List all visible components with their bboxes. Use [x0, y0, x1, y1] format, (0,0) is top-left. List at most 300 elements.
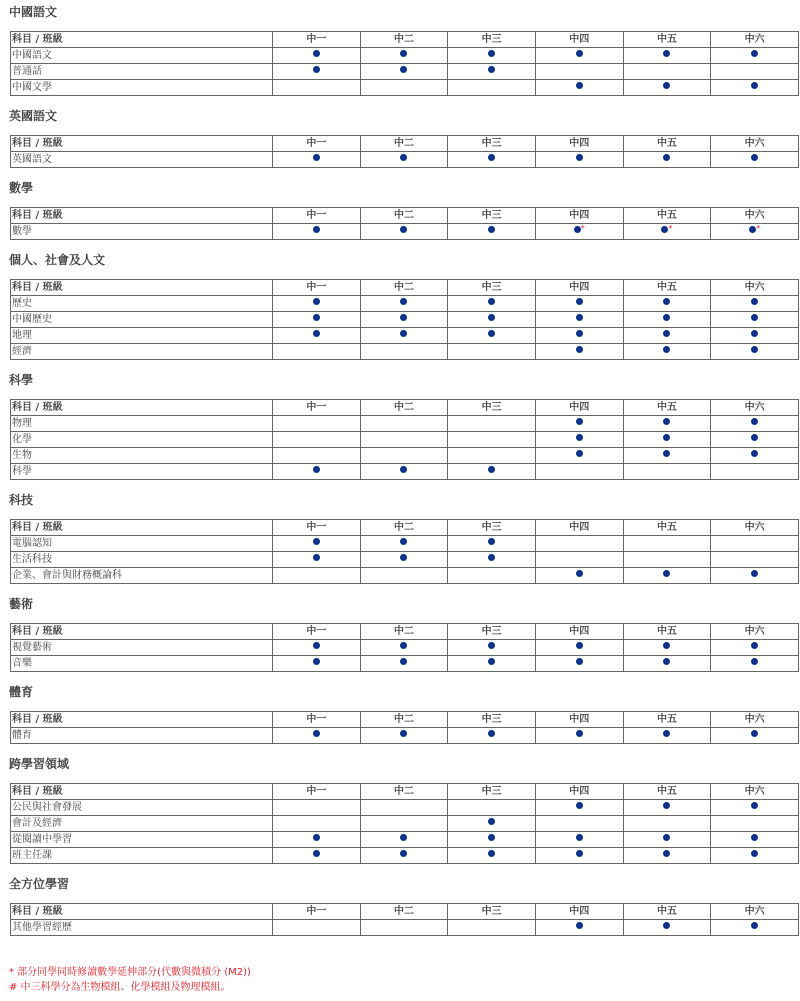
offering-cell: [623, 656, 711, 672]
form-header: 中五: [623, 32, 711, 48]
offering-cell: [360, 344, 448, 360]
offered-dot-icon: [576, 418, 583, 425]
form-header: 中三: [448, 904, 536, 920]
subject-form-header: 科目 / 班級: [11, 520, 273, 536]
offered-dot-icon: [574, 226, 581, 233]
offering-cell: [360, 656, 448, 672]
form-header: 中三: [448, 32, 536, 48]
offered-dot-icon: [663, 330, 670, 337]
form-header: 中一: [273, 624, 361, 640]
offering-cell: [711, 448, 799, 464]
offering-cell: [273, 64, 361, 80]
offering-cell: [273, 432, 361, 448]
subject-form-header: 科目 / 班級: [11, 400, 273, 416]
form-header: 中一: [273, 136, 361, 152]
offering-cell: [273, 568, 361, 584]
offered-dot-icon: [400, 298, 407, 305]
subject-name: 歷史: [11, 296, 273, 312]
form-header: 中四: [535, 712, 623, 728]
form-header: 中五: [623, 280, 711, 296]
offering-cell: [273, 416, 361, 432]
offering-cell: [360, 448, 448, 464]
offering-cell: [360, 568, 448, 584]
offered-dot-icon: [313, 658, 320, 665]
form-header: 中二: [360, 32, 448, 48]
section-title: 跨學習領域: [9, 757, 70, 771]
offering-cell: [711, 152, 799, 168]
footnote-m2: * 部分同學同時修讀數學延伸部分(代數與微積分 (M2)): [9, 967, 251, 978]
form-header: 中一: [273, 784, 361, 800]
offered-dot-icon: [400, 466, 407, 473]
offering-cell: [535, 48, 623, 64]
offered-dot-icon: [576, 50, 583, 57]
offered-dot-icon: [751, 418, 758, 425]
offering-cell: [535, 344, 623, 360]
table-row: [11, 152, 799, 168]
subject-name: 生物: [11, 448, 273, 464]
form-header: 中三: [448, 520, 536, 536]
offering-cell: [623, 464, 711, 480]
offering-cell: [535, 296, 623, 312]
offered-dot-icon: [576, 658, 583, 665]
subject-name: 從閱讀中學習: [11, 832, 273, 848]
subject-name: 生活科技: [11, 552, 273, 568]
offering-cell: [623, 80, 711, 96]
section-title: 體育: [9, 685, 34, 699]
offering-cell: [535, 80, 623, 96]
offering-cell: [448, 48, 536, 64]
offered-dot-icon: [400, 314, 407, 321]
form-header: 中一: [273, 32, 361, 48]
offering-cell: [448, 448, 536, 464]
subject-name: 地理: [11, 328, 273, 344]
offered-dot-icon: [576, 834, 583, 841]
table-header-row: [11, 400, 799, 416]
offered-dot-icon: [313, 466, 320, 473]
offering-cell: [711, 536, 799, 552]
table-row: [11, 312, 799, 328]
offering-cell: [360, 296, 448, 312]
footnote-science: # 中三科學分為生物模組、化學模組及物理模組。: [9, 982, 231, 993]
offering-cell: [448, 464, 536, 480]
offering-cell: [273, 344, 361, 360]
subject-table: [10, 783, 799, 864]
offering-cell: [711, 328, 799, 344]
section-title: 個人、社會及人文: [9, 253, 106, 267]
form-header: 中二: [360, 784, 448, 800]
form-header: 中四: [535, 624, 623, 640]
offered-dot-icon: [663, 298, 670, 305]
offered-dot-icon: [313, 834, 320, 841]
offered-dot-icon: [313, 850, 320, 857]
offered-dot-icon: [400, 66, 407, 73]
footnotes: [9, 965, 251, 995]
form-header: 中五: [623, 784, 711, 800]
offered-dot-icon: [663, 314, 670, 321]
offering-cell: [711, 568, 799, 584]
form-header: 中四: [535, 136, 623, 152]
offered-dot-icon: [313, 226, 320, 233]
table-row: [11, 416, 799, 432]
form-header: 中一: [273, 904, 361, 920]
offered-dot-icon: [400, 154, 407, 161]
offering-cell: [535, 152, 623, 168]
offering-cell: [711, 848, 799, 864]
subject-name: 電腦認知: [11, 536, 273, 552]
offered-dot-icon: [576, 642, 583, 649]
offered-dot-icon: [751, 50, 758, 57]
offered-dot-icon: [751, 314, 758, 321]
offering-cell: [360, 848, 448, 864]
table-header-row: [11, 520, 799, 536]
subject-table: [10, 623, 799, 672]
offered-dot-icon: [576, 922, 583, 929]
offering-cell: [711, 832, 799, 848]
offered-dot-icon: [576, 82, 583, 89]
subject-name: 其他學習經歷: [11, 920, 273, 936]
form-header: 中五: [623, 400, 711, 416]
offering-cell: [711, 312, 799, 328]
form-header: 中六: [711, 904, 799, 920]
offering-cell: [273, 552, 361, 568]
offering-cell: [273, 848, 361, 864]
subject-name: 班主任課: [11, 848, 273, 864]
form-header: 中四: [535, 208, 623, 224]
offering-cell: [623, 224, 711, 240]
subject-name: 物理: [11, 416, 273, 432]
offering-cell: [273, 464, 361, 480]
offering-cell: [273, 152, 361, 168]
subject-form-header: 科目 / 班級: [11, 712, 273, 728]
form-header: 中六: [711, 32, 799, 48]
form-header: 中三: [448, 400, 536, 416]
table-row: [11, 464, 799, 480]
offered-dot-icon: [488, 330, 495, 337]
offered-dot-icon: [488, 818, 495, 825]
table-row: [11, 448, 799, 464]
offering-cell: [448, 568, 536, 584]
offering-cell: [623, 728, 711, 744]
offering-cell: [360, 552, 448, 568]
subject-name: 音樂: [11, 656, 273, 672]
offered-dot-icon: [313, 50, 320, 57]
offered-dot-icon: [751, 298, 758, 305]
offered-dot-icon: [663, 642, 670, 649]
form-header: 中二: [360, 624, 448, 640]
form-header: 中六: [711, 624, 799, 640]
offered-dot-icon: [400, 730, 407, 737]
offered-dot-icon: [313, 538, 320, 545]
form-header: 中三: [448, 136, 536, 152]
offered-dot-icon: [751, 730, 758, 737]
offered-dot-icon: [663, 834, 670, 841]
offering-cell: [273, 816, 361, 832]
offering-cell: [623, 416, 711, 432]
table-row: [11, 920, 799, 936]
offered-dot-icon: [488, 466, 495, 473]
offering-cell: [711, 656, 799, 672]
form-header: 中四: [535, 520, 623, 536]
form-header: 中五: [623, 208, 711, 224]
table-header-row: [11, 784, 799, 800]
form-header: 中六: [711, 520, 799, 536]
offering-cell: [535, 832, 623, 848]
footnote-star-icon: *: [668, 223, 673, 233]
offered-dot-icon: [663, 570, 670, 577]
offering-cell: [535, 816, 623, 832]
offered-dot-icon: [313, 66, 320, 73]
offering-cell: [535, 920, 623, 936]
form-header: 中六: [711, 400, 799, 416]
offering-cell: [711, 64, 799, 80]
offering-cell: [273, 640, 361, 656]
offering-cell: [711, 920, 799, 936]
offering-cell: [535, 568, 623, 584]
offering-cell: [448, 328, 536, 344]
subject-form-header: 科目 / 班級: [11, 904, 273, 920]
offered-dot-icon: [751, 570, 758, 577]
offering-cell: [535, 448, 623, 464]
offered-dot-icon: [313, 298, 320, 305]
offered-dot-icon: [663, 434, 670, 441]
offering-cell: [535, 800, 623, 816]
offering-cell: [711, 80, 799, 96]
offering-cell: [711, 296, 799, 312]
offering-cell: [535, 328, 623, 344]
section-title: 全方位學習: [9, 877, 70, 891]
offered-dot-icon: [400, 658, 407, 665]
form-header: 中一: [273, 400, 361, 416]
form-header: 中五: [623, 904, 711, 920]
offered-dot-icon: [751, 850, 758, 857]
offering-cell: [360, 312, 448, 328]
offering-cell: [535, 464, 623, 480]
form-header: 中五: [623, 520, 711, 536]
offering-cell: [711, 552, 799, 568]
offered-dot-icon: [663, 850, 670, 857]
subject-name: 中國語文: [11, 48, 273, 64]
table-header-row: [11, 904, 799, 920]
offering-cell: [623, 48, 711, 64]
offering-cell: [360, 640, 448, 656]
offering-cell: [360, 832, 448, 848]
form-header: 中六: [711, 136, 799, 152]
offering-cell: [448, 152, 536, 168]
offering-cell: [623, 344, 711, 360]
offering-cell: [711, 464, 799, 480]
offering-cell: [360, 224, 448, 240]
offering-cell: [448, 344, 536, 360]
table-header-row: [11, 280, 799, 296]
offering-cell: [360, 800, 448, 816]
offering-cell: [360, 152, 448, 168]
offering-cell: [360, 728, 448, 744]
offering-cell: [448, 416, 536, 432]
subject-form-header: 科目 / 班級: [11, 208, 273, 224]
subject-form-header: 科目 / 班級: [11, 280, 273, 296]
offered-dot-icon: [576, 314, 583, 321]
offering-cell: [623, 152, 711, 168]
offering-cell: [535, 416, 623, 432]
offered-dot-icon: [400, 642, 407, 649]
table-row: [11, 80, 799, 96]
form-header: 中六: [711, 784, 799, 800]
offering-cell: [360, 432, 448, 448]
offered-dot-icon: [751, 802, 758, 809]
section-title: 科技: [9, 493, 34, 507]
offering-cell: [448, 920, 536, 936]
table-row: [11, 832, 799, 848]
offered-dot-icon: [663, 450, 670, 457]
form-header: 中四: [535, 32, 623, 48]
offered-dot-icon: [576, 434, 583, 441]
section-title: 中國語文: [9, 5, 58, 19]
offered-dot-icon: [488, 154, 495, 161]
offering-cell: [273, 448, 361, 464]
subject-form-header: 科目 / 班級: [11, 32, 273, 48]
offered-dot-icon: [313, 642, 320, 649]
subject-table: [10, 711, 799, 744]
subject-form-header: 科目 / 班級: [11, 136, 273, 152]
subject-name: 經濟: [11, 344, 273, 360]
offered-dot-icon: [751, 82, 758, 89]
offering-cell: [448, 312, 536, 328]
form-header: 中六: [711, 280, 799, 296]
offered-dot-icon: [488, 66, 495, 73]
subject-table: [10, 903, 799, 936]
table-header-row: [11, 208, 799, 224]
offered-dot-icon: [663, 82, 670, 89]
offered-dot-icon: [751, 642, 758, 649]
offering-cell: [711, 224, 799, 240]
form-header: 中三: [448, 712, 536, 728]
section-title: 藝術: [9, 597, 34, 611]
offering-cell: [360, 328, 448, 344]
offering-cell: [448, 552, 536, 568]
offered-dot-icon: [576, 850, 583, 857]
table-row: [11, 656, 799, 672]
offered-dot-icon: [663, 802, 670, 809]
form-header: 中二: [360, 136, 448, 152]
offered-dot-icon: [400, 50, 407, 57]
offered-dot-icon: [400, 834, 407, 841]
offering-cell: [535, 64, 623, 80]
offering-cell: [623, 296, 711, 312]
offered-dot-icon: [313, 554, 320, 561]
table-header-row: [11, 136, 799, 152]
table-row: [11, 728, 799, 744]
offering-cell: [535, 640, 623, 656]
table-row: [11, 344, 799, 360]
offered-dot-icon: [488, 658, 495, 665]
offering-cell: [273, 728, 361, 744]
offering-cell: [711, 800, 799, 816]
form-header: 中五: [623, 624, 711, 640]
offered-dot-icon: [488, 834, 495, 841]
table-row: [11, 224, 799, 240]
offering-cell: [535, 224, 623, 240]
offering-cell: [711, 48, 799, 64]
subject-name: 體育: [11, 728, 273, 744]
subject-name: 化學: [11, 432, 273, 448]
form-header: 中三: [448, 624, 536, 640]
offered-dot-icon: [576, 450, 583, 457]
subject-name: 英國語文: [11, 152, 273, 168]
offered-dot-icon: [663, 154, 670, 161]
table-header-row: [11, 32, 799, 48]
table-row: [11, 48, 799, 64]
table-row: [11, 536, 799, 552]
table-row: [11, 552, 799, 568]
offered-dot-icon: [313, 314, 320, 321]
offering-cell: [448, 848, 536, 864]
offered-dot-icon: [576, 802, 583, 809]
form-header: 中三: [448, 208, 536, 224]
table-row: [11, 848, 799, 864]
offered-dot-icon: [488, 314, 495, 321]
offering-cell: [448, 816, 536, 832]
section-title: 英國語文: [9, 109, 58, 123]
offering-cell: [448, 832, 536, 848]
offering-cell: [273, 312, 361, 328]
offering-cell: [535, 656, 623, 672]
offering-cell: [448, 728, 536, 744]
subject-table: [10, 31, 799, 96]
subject-table: [10, 519, 799, 584]
form-header: 中四: [535, 280, 623, 296]
form-header: 中二: [360, 400, 448, 416]
offering-cell: [360, 464, 448, 480]
offering-cell: [535, 312, 623, 328]
form-header: 中五: [623, 712, 711, 728]
offered-dot-icon: [751, 434, 758, 441]
offered-dot-icon: [751, 834, 758, 841]
offering-cell: [711, 816, 799, 832]
form-header: 中三: [448, 280, 536, 296]
footnote-star-icon: *: [580, 223, 585, 233]
offered-dot-icon: [488, 730, 495, 737]
table-row: [11, 328, 799, 344]
offering-cell: [360, 816, 448, 832]
offered-dot-icon: [663, 922, 670, 929]
offering-cell: [448, 224, 536, 240]
table-row: [11, 640, 799, 656]
offering-cell: [273, 920, 361, 936]
offered-dot-icon: [400, 330, 407, 337]
form-header: 中一: [273, 712, 361, 728]
subject-name: 中國歷史: [11, 312, 273, 328]
offering-cell: [711, 640, 799, 656]
table-row: [11, 296, 799, 312]
offering-cell: [273, 832, 361, 848]
offering-cell: [360, 920, 448, 936]
offered-dot-icon: [663, 658, 670, 665]
subject-name: 科學: [11, 464, 273, 480]
offering-cell: [623, 832, 711, 848]
form-header: 中四: [535, 904, 623, 920]
offering-cell: [623, 640, 711, 656]
offered-dot-icon: [576, 298, 583, 305]
offering-cell: [273, 536, 361, 552]
offering-cell: [273, 224, 361, 240]
offering-cell: [623, 312, 711, 328]
offering-cell: [273, 800, 361, 816]
offered-dot-icon: [488, 226, 495, 233]
form-header: 中六: [711, 208, 799, 224]
offering-cell: [711, 344, 799, 360]
offering-cell: [623, 552, 711, 568]
offering-cell: [623, 800, 711, 816]
